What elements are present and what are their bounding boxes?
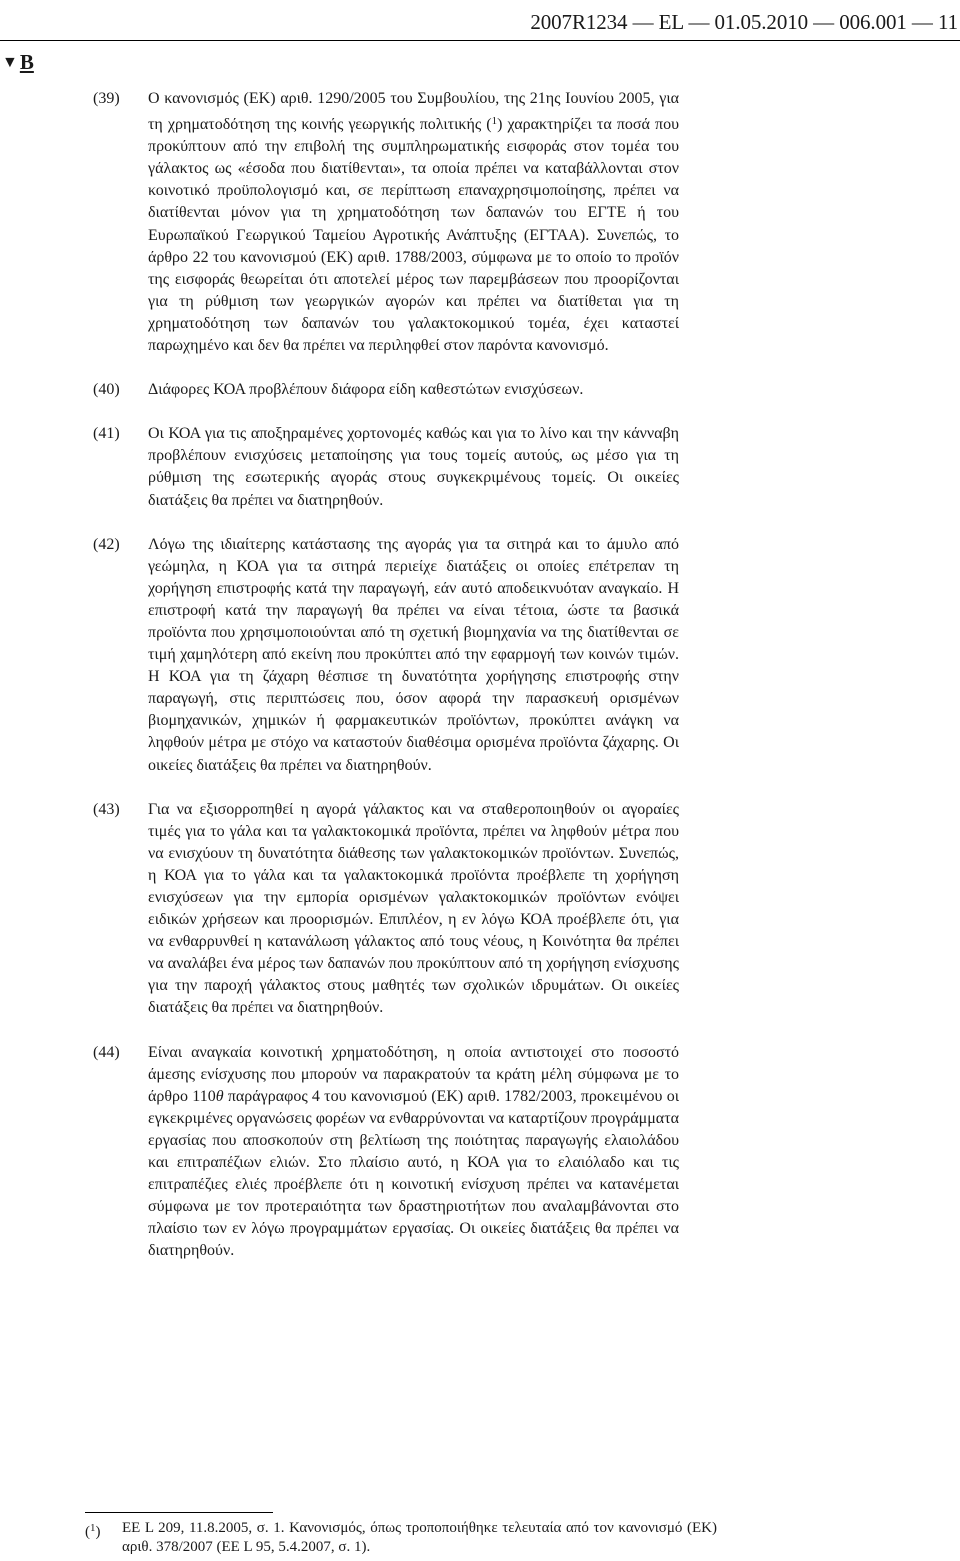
recital-40 — [0, 379, 679, 401]
recital-43 — [0, 799, 679, 1020]
recital-text: Είναι αναγκαία κοινοτική χρηματοδότηση, η οποία αντιστοιχεί στο ποσοστό άμεσης ενίσχυσης που μπορούν να παρακρατούν τα κράτη μέλη σύμφωνα με το άρθρο 110 — [148, 1043, 679, 1105]
recital-text: Λόγω της ιδιαίτερης κατάστασης της αγοράς για τα σιτηρά και το άμυλο από γεώμηλα, η ΚΟΑ για τα σιτηρά περιείχε διατάξεις οι οποίες επέτρεπαν τη χορήγηση επιστροφής κατά την παραγωγή, εάν αυτό αποδεικνυόταν αναγκαίο. Η επιστροφή κατά την παραγωγή θα πρέπει να είναι τέτοια, ώστε τα βασικά προϊόντα που χρησιμοποιούνται από τη σχετική βιομηχανία να της διατίθενται σε τιμή χαμηλότερη από εκείνη που προκύπτει από την εφαρμογή των κοινών τιμών. Η ΚΟΑ για τη ζάχαρη θέσπισε τη δυνατότητα χορήγησης επιστροφής στην παραγωγή, στις περιπτώσεις που, όσον αφορά την παρασκευή ορισμένων βιομηχανικών, χημικών ή φαρμακευτικών προϊόντων, προκύπτει ανάγκη να ληφθούν μέτρα με στόχο να καταστούν διαθέσιμα ορισμένα προϊόντα ζάχαρης. Οι οικείες διατάξεις θα πρέπει να διατηρηθούν. — [148, 535, 679, 774]
document-body — [0, 88, 960, 1285]
recital-number: (42) — [93, 535, 120, 553]
recital-text-cont: ) χαρακτηρίζει τα ποσά που προκύπτουν από την επιβολή της συμπληρωματικής εισφοράς στον τομέα του γάλακτος ως «έσοδα που διατίθενται», τα οποία πρέπει να καταβάλλονται στον κοινοτικό προϋπολογισμό και, σε περίπτωση επαναχρησιμοποίησης, πρέπει να διατίθενται μόνον για τη χρηματοδότηση των δαπανών του ΕΓΤΕ ή του Ευρωπαϊκού Γεωργικού Ταμείου Αγροτικής Ανάπτυξης (ΕΓΤΑΑ). Συνεπώς, το άρθρο 22 του κανονισμού (ΕΚ) αριθ. 1788/2003, σύμφωνα με το οποίο το προϊόν της εισφοράς θεωρείται ότι αποτελεί μέρος των παρεμβάσεων που προορίζονται για τη ρύθμιση των γεωργικών αγορών και πρέπει να διατίθεται για τη χρηματοδότηση των δαπανών του γαλακτοκομικού τομέα, έχει καταστεί παρωχημένο και δεν θα πρέπει να περιληφθεί στον παρόντα κανονισμό. — [148, 116, 680, 355]
recital-44 — [0, 1042, 679, 1263]
recital-text: Ο κανονισμός (ΕΚ) αριθ. 1290/2005 του Συμβουλίου, της 21ης Ιουνίου 2005, για τη χρηματοδότηση της κοινής γεωργικής πολιτικής ( — [148, 90, 679, 134]
running-header: 2007R1234 — EL — 01.05.2010 — 006.001 — 11 — [530, 10, 958, 34]
recital-39 — [0, 88, 679, 357]
footnote-divider — [85, 1512, 273, 1513]
recital-text: Οι ΚΟΑ για τις αποξηραμένες χορτονομές καθώς και για το λίνο και την κάνναβη προβλέπουν ενισχύσεις μεταποίησης για τους τομείς αυτούς, ως μέσο για τη ρύθμιση της εσωτερικής αγοράς στους συγκεκριμένους τομείς. Οι οικείες διατάξεις θα πρέπει να διατηρηθούν. — [148, 425, 679, 509]
recital-42 — [0, 534, 679, 777]
recital-text-cont: παράγραφος 4 του κανονισμού (ΕΚ) αριθ. 1782/2003, προκειμένου οι εγκεκριμένες οργανώσεις φορέων να ενθαρρύνονται να καταρτίζουν προγράμματα εργασίας που αποσκοπούν στη βελτίωση της ποιότητας παραγωγής ελαιολάδου και επιτραπέζιων ελιών. Στο πλαίσιο αυτό, η ΚΟΑ για το ελαιόλαδο και τις επιτραπέζιες ελιές προέβλεπε ότι η κοινοτική ενίσχυση πρέπει να κατανέμεται σύμφωνα με τον προτεραιότητα των δραστηριοτήτων που αναλαμβάνονται στο πλαίσιο των εν λόγω προγραμμάτων εργασίας. Οι οικείες διατάξεις θα πρέπει να διατηρηθούν. — [148, 1087, 679, 1260]
marker-letter: B — [19, 50, 34, 74]
footnote-number: ($^1$) — [85, 1522, 101, 1540]
footnote — [85, 1519, 717, 1557]
header-divider — [0, 40, 960, 41]
recital-number: (41) — [93, 425, 120, 443]
down-triangle-icon: ▼ — [2, 53, 18, 71]
consolidation-marker — [2, 50, 34, 75]
recital-text: Για να εξισορροπηθεί η αγορά γάλακτος και να σταθεροποιηθούν οι αγοραίες τιμές για το γάλα και τα γαλακτοκομικά προϊόντα, πρέπει να ληφθούν μέτρα που να ενισχύουν τη δυνατότητα διάθεσης των γαλακτοκομικών προϊόντων. Συνεπώς, η ΚΟΑ για το γάλα και τα γαλακτοκομικά προϊόντα προέβλεπε τη χορήγηση ενισχύσεων για την εμπορία ορισμένων γαλακτοκομικών προϊόντων ενόψει ειδικών χρήσεων και προορισμών. Επιπλέον, η εν λόγω ΚΟΑ προέβλεπε ότι, για να ενθαρρυνθεί η κατανάλωση γάλακτος από τους νέους, η Κοινότητα θα πρέπει να αναλάβει ένα μέρος των δαπανών που προκύπτουν από τη χορήγηση ενίσχυσης για την παροχή γάλακτος στους μαθητές των σχολικών ιδρυμάτων. Οι οικείες διατάξεις θα πρέπει να διατηρηθούν. — [148, 800, 679, 1017]
recital-41 — [0, 423, 679, 511]
recital-number: (43) — [93, 800, 120, 818]
recital-number: (44) — [93, 1043, 120, 1061]
recital-number: (39) — [93, 90, 120, 107]
article-suffix: θ — [215, 1087, 224, 1105]
footnote-number-sup: 1 — [90, 1522, 96, 1534]
footnote-text: ΕΕ L 209, 11.8.2005, σ. 1. Κανονισμός, όπως τροποποιήθηκε τελευταία από τον κανονισμό (ΕΚ) αριθ. 378/2007 (ΕΕ L 95, 5.4.2007, σ. 1). — [122, 1520, 717, 1555]
recital-number: (40) — [93, 381, 120, 399]
footnote-ref[interactable]: 1 — [491, 115, 498, 128]
recital-text: Διάφορες ΚΟΑ προβλέπουν διάφορα είδη καθεστώτων ενισχύσεων. — [148, 381, 584, 399]
